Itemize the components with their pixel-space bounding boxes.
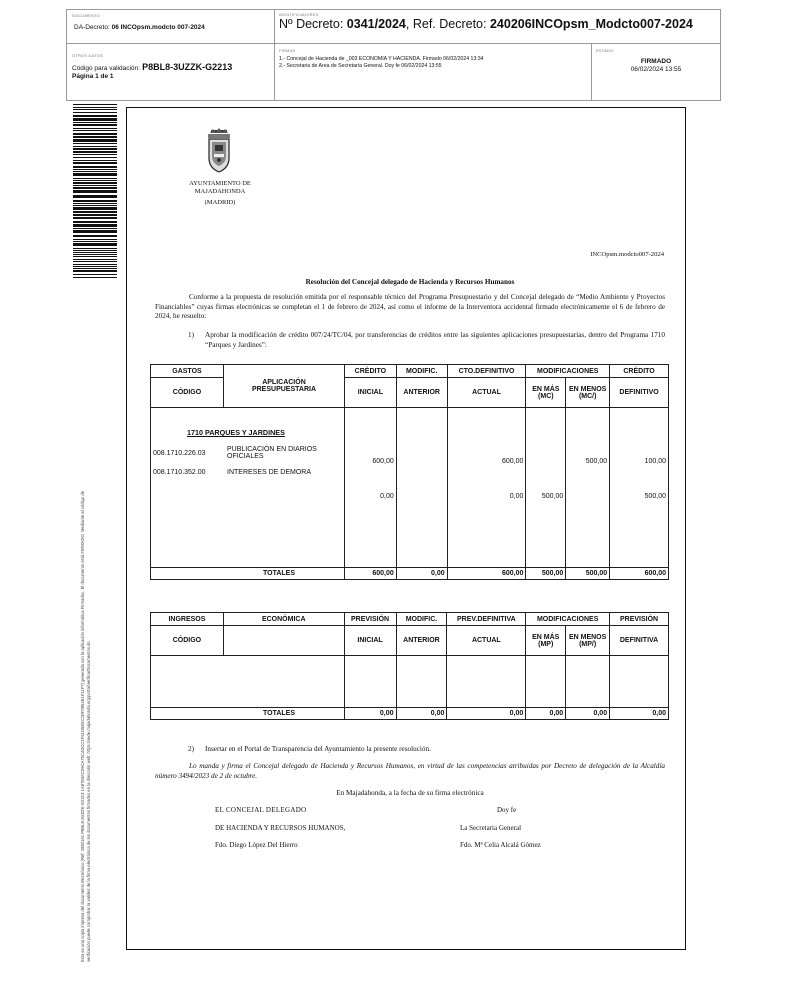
gastos-table: [150, 364, 669, 580]
gastos-col-anterior: [396, 408, 447, 568]
closing-text: Lo manda y firma el Concejal delegado de Hacienda y Recursos Humanos, en virtud de las competencias atribuidas por Decreto de delegación de la Alcaldía número 3494/2023 de 2 de octubre.: [155, 762, 665, 780]
barcode-bar: [73, 169, 117, 170]
col-ctodef: CTO.DEFINITIVO: [447, 365, 526, 378]
col-actual: ACTUAL: [447, 626, 526, 656]
barcode-bar: [73, 266, 117, 267]
totales-label: TOTALES: [263, 570, 296, 577]
barcode-bar: [73, 250, 117, 251]
col-anterior: ANTERIOR: [396, 626, 447, 656]
ingresos-total-en-menos: 0,00: [566, 708, 610, 720]
barcode-bar: [73, 130, 117, 131]
col-modific: MODIFIC.: [396, 365, 447, 378]
row-2-inicial: 0,00: [380, 493, 394, 500]
ingresos-body-en-menos: [566, 656, 610, 708]
barcode-bar: [73, 136, 117, 138]
documento-line: [74, 24, 205, 31]
gastos-col-actual: [447, 408, 526, 568]
col-definitivo: DEFINITIVA: [610, 626, 669, 656]
ref-prefix: , Ref. Decreto:: [405, 17, 487, 31]
col-prevdef: PREV.DEFINITIVA: [447, 613, 526, 626]
barcode-bar: [73, 277, 117, 278]
ingresos-body-en-mas: [526, 656, 566, 708]
row-1-aplicacion: PUBLICACIÓN EN DIARIOS OFICIALES: [227, 446, 317, 460]
barcode-bar: [73, 146, 117, 147]
col-inicial: INICIAL: [344, 378, 396, 408]
barcode-bar: [73, 180, 117, 181]
municipality-line-2: MAJADAHONDA: [194, 188, 246, 195]
coat-of-arms-logo: [205, 128, 233, 174]
municipality-line-3: (MADRID): [204, 199, 236, 206]
barcode-bar: [73, 166, 117, 168]
barcode-bar: [73, 190, 117, 193]
barcode-bar: [73, 243, 117, 246]
barcode-bar: [73, 115, 117, 117]
sign-right-2: La Secretaria General: [460, 824, 522, 832]
barcode-bar: [73, 261, 117, 262]
pagina-label: Página 1 de 1: [72, 73, 114, 80]
barcode-bar: [73, 224, 117, 227]
barcode-bar: [73, 157, 117, 158]
estado-value: FIRMADO: [640, 58, 672, 65]
col-economica-blank: [223, 626, 344, 656]
decreto-number: 0341/2024: [346, 17, 406, 31]
gastos-col-definitivo: [610, 408, 669, 568]
barcode-bar: [73, 185, 117, 186]
barcode-bar: [73, 256, 117, 257]
ingresos-total-actual: 0,00: [447, 708, 526, 720]
ingresos-body-actual: [447, 656, 526, 708]
item-1-text: Aprobar la modificación de crédito 007/24/TC/04, por transferencias de créditos entre las siguientes aplicaciones presupuestarias, dentro del Programa 1710 “Parques y Jardines”:: [205, 331, 665, 349]
row-1-en-menos: 500,00: [585, 458, 608, 465]
gastos-total-en-menos: 500,00: [566, 568, 610, 580]
codigo-prefix: Código para validación:: [72, 65, 140, 72]
otros-caption: OTROS DATOS: [72, 53, 103, 58]
gastos-col-en-mas: [526, 408, 566, 568]
barcode-bar: [73, 160, 117, 161]
row-1-codigo: 008.1710.226.03: [153, 450, 206, 457]
intro-text: Conforme a la propuesta de resolución emitida por el responsable técnico del Programa Presupuestario y del Concejal delegado de “Medio Ambiente y Proyectos Financiables” cuyas firmas electrónicas se completan el 1 de febrero de 2024, así como el informe de la Interventora accidental firmado electrónicamente el 6 de febrero de 2024, he resuelto:: [155, 293, 665, 321]
estado-date: 06/02/2024 13:55: [630, 66, 682, 73]
barcode-bar: [73, 148, 117, 150]
barcode-bar: [73, 118, 117, 121]
table-row: [151, 446, 344, 460]
barcode-bar: [73, 139, 117, 142]
item-1-number: 1): [188, 331, 194, 339]
header-box-otros: [66, 43, 275, 101]
gastos-body-left: [151, 408, 345, 568]
documento-value: 06 INCOpsm.modcto 007-2024: [111, 24, 205, 31]
ingresos-body-anterior: [396, 656, 447, 708]
row-1-actual: 600,00: [501, 458, 524, 465]
row-2-actual: 0,00: [509, 493, 524, 500]
barcode-bar: [73, 254, 117, 255]
codigo-value: P8BL8-3UZZK-G2213: [142, 62, 233, 72]
barcode-bar: [73, 124, 117, 126]
barcode-bar: [73, 270, 117, 272]
col-aplicacion: APLICACIÓN PRESUPUESTARIA: [223, 365, 344, 408]
barcode-bar: [73, 151, 117, 153]
barcode-bar: [73, 154, 117, 155]
col-prevision-def: PREVISIÓN: [610, 613, 669, 626]
col-en-menos: EN MENOS (MC/): [566, 378, 610, 408]
col-en-menos: EN MENOS (MP/): [566, 626, 610, 656]
barcode-bar: [73, 268, 117, 269]
barcode-bar: [73, 178, 117, 179]
col-actual: ACTUAL: [447, 378, 526, 408]
item-1: [188, 331, 665, 350]
barcode-bar: [73, 133, 117, 135]
barcode-bar: [73, 252, 117, 253]
gastos-total-anterior: 0,00: [396, 568, 447, 580]
ingresos-table: [150, 612, 669, 720]
col-credito-def: CRÉDITO: [610, 365, 669, 378]
col-inicial: INICIAL: [344, 626, 396, 656]
firma-1: 1.- Concejal de Hacienda de _003 ECONOMIA Y HACIENDA. Firmado 06/02/2024 13:34: [279, 56, 484, 62]
barcode-bar: [73, 128, 117, 129]
sign-left-1: EL CONCEJAL DELEGADO: [215, 806, 307, 814]
barcode-bar: [73, 203, 117, 204]
barcode-bar: [73, 217, 117, 219]
item-2-number: 2): [188, 745, 194, 753]
ingresos-total-en-mas: 0,00: [526, 708, 566, 720]
col-modificaciones: MODIFICACIONES: [526, 613, 610, 626]
barcode-bar: [73, 143, 117, 144]
identificadores-caption: IDENTIFICADORES: [279, 12, 319, 17]
barcode-bar: [73, 248, 117, 249]
estado-caption: ESTADO: [596, 48, 614, 53]
row-2-aplicacion: INTERESES DE DEMORA: [227, 469, 312, 476]
row-1-definitivo: 100,00: [644, 458, 666, 465]
col-en-mas: EN MÁS (MP): [526, 626, 566, 656]
barcode-bar: [73, 104, 117, 105]
barcode-bar: [73, 221, 117, 223]
col-modificaciones: MODIFICACIONES: [526, 365, 610, 378]
gastos-total-inicial: 600,00: [344, 568, 396, 580]
col-codigo: CÓDIGO: [151, 626, 224, 656]
section-heading: 1710 PARQUES Y JARDINES: [187, 428, 285, 437]
col-gastos: GASTOS: [151, 365, 224, 378]
gastos-total-actual: 600,00: [447, 568, 526, 580]
closing-paragraph: [155, 762, 665, 781]
barcode-bar: [73, 200, 117, 202]
gastos-total-en-mas: 500,00: [526, 568, 566, 580]
ingresos-body-left: [151, 656, 345, 708]
municipality-name: [168, 180, 272, 207]
decreto-line: [279, 17, 693, 31]
col-credito: CRÉDITO: [344, 365, 396, 378]
documento-prefix: DA-Decreto:: [74, 24, 110, 31]
ingresos-totales-label: [151, 708, 345, 720]
barcode-bar: [73, 214, 117, 216]
ref-value: 240206INCOpsm_Modcto007-2024: [489, 17, 693, 31]
col-ingresos: INGRESOS: [151, 613, 224, 626]
barcode-bar: [73, 195, 117, 198]
barcode-bar: [73, 171, 117, 172]
documento-caption: DOCUMENTO: [72, 13, 100, 18]
resolution-title: Resolución del Concejal delegado de Hacienda y Recursos Humanos: [305, 278, 515, 286]
gastos-col-inicial: [344, 408, 396, 568]
barcode-bar: [73, 205, 117, 206]
municipality-line-1: AYUNTAMIENTO DE: [189, 180, 251, 187]
col-definitivo: DEFINITIVO: [610, 378, 669, 408]
barcode-bar: [73, 109, 117, 110]
barcode-bar: [73, 182, 117, 184]
barcode-bar: [73, 207, 117, 210]
barcode-bar: [73, 264, 117, 265]
barcode-bar: [73, 235, 117, 237]
row-2-definitivo: 500,00: [644, 493, 666, 500]
gastos-total-definitivo: 600,00: [610, 568, 669, 580]
verification-line-1: Esta es una copia impresa del documento electrónico (Ref: 2882161 P8BL8-3UZZK-G2213 1A8783AC09CA76C4DCC1F51D5E5C2DF2854E1F11F7) generada con la aplicación informática Firmadoc. El documento está FIRMADO. Mediante el código de: [80, 490, 85, 962]
barcode-bar: [73, 274, 117, 275]
barcode-bar: [73, 239, 117, 240]
row-2-codigo: 008.1710.352.00: [153, 469, 206, 476]
barcode-bar: [73, 230, 117, 233]
firma-2: 2.- Secretaria de Area de Secretaría General. Doy fe 06/02/2024 13:55: [279, 63, 442, 69]
barcode-bar: [73, 228, 117, 229]
col-modific: MODIFIC.: [396, 613, 447, 626]
gastos-totales-label: [151, 568, 345, 580]
decreto-prefix: Nº Decreto:: [279, 17, 344, 31]
ingresos-body-definitivo: [610, 656, 669, 708]
sign-left-2: DE HACIENDA Y RECURSOS HUMANOS,: [215, 824, 346, 832]
intro-paragraph: [155, 293, 665, 322]
table-row: [151, 469, 344, 476]
sign-right-3: Fdo. Mª Celia Alcalá Gómez: [460, 841, 541, 849]
sign-left-3: Fdo. Diego López Del Hierro: [215, 841, 298, 849]
verification-line-2: verificación puede comprobar la validez de la firma electrónica de los documentos firmados en la dirección web: https://sede.majadahonda.org/portal/verificarDocumentos.do: [85, 641, 91, 962]
ingresos-total-definitivo: 0,00: [610, 708, 669, 720]
barcode-bar: [73, 112, 117, 113]
barcode: [73, 104, 117, 278]
document-reference: INCOpsm.modcto007-2024: [590, 251, 664, 258]
ingresos-total-inicial: 0,00: [344, 708, 396, 720]
col-codigo: CÓDIGO: [151, 378, 224, 408]
row-2-en-mas: 500,00: [541, 493, 564, 500]
barcode-bar: [73, 107, 117, 108]
ingresos-body-inicial: [344, 656, 396, 708]
barcode-bar: [73, 187, 117, 189]
item-2: [188, 745, 665, 755]
col-anterior: ANTERIOR: [396, 378, 447, 408]
item-2-text: Insertar en el Portal de Transparencia del Ayuntamiento la presente resolución.: [205, 745, 431, 753]
barcode-bar: [73, 173, 117, 176]
place-date: En Majadahonda, a la fecha de su firma electrónica: [336, 789, 484, 797]
ingresos-total-anterior: 0,00: [396, 708, 447, 720]
barcode-bar: [73, 211, 117, 213]
barcode-bar: [73, 162, 117, 164]
sign-right-1: Doy fe: [497, 806, 517, 814]
barcode-bar: [73, 259, 117, 260]
totales-label: TOTALES: [263, 710, 296, 717]
col-en-mas: EN MÁS (MC): [526, 378, 566, 408]
firmas-caption: FIRMAS: [279, 48, 296, 53]
barcode-bar: [73, 241, 117, 242]
barcode-bar: [73, 122, 117, 123]
verification-side-text: [80, 302, 91, 962]
gastos-col-en-menos: [566, 408, 610, 568]
codigo-line: [72, 62, 232, 72]
col-economica: ECONÓMICA: [223, 613, 344, 626]
header-box-firmas: [274, 43, 592, 101]
row-1-inicial: 600,00: [372, 458, 394, 465]
col-prevision: PREVISIÓN: [344, 613, 396, 626]
